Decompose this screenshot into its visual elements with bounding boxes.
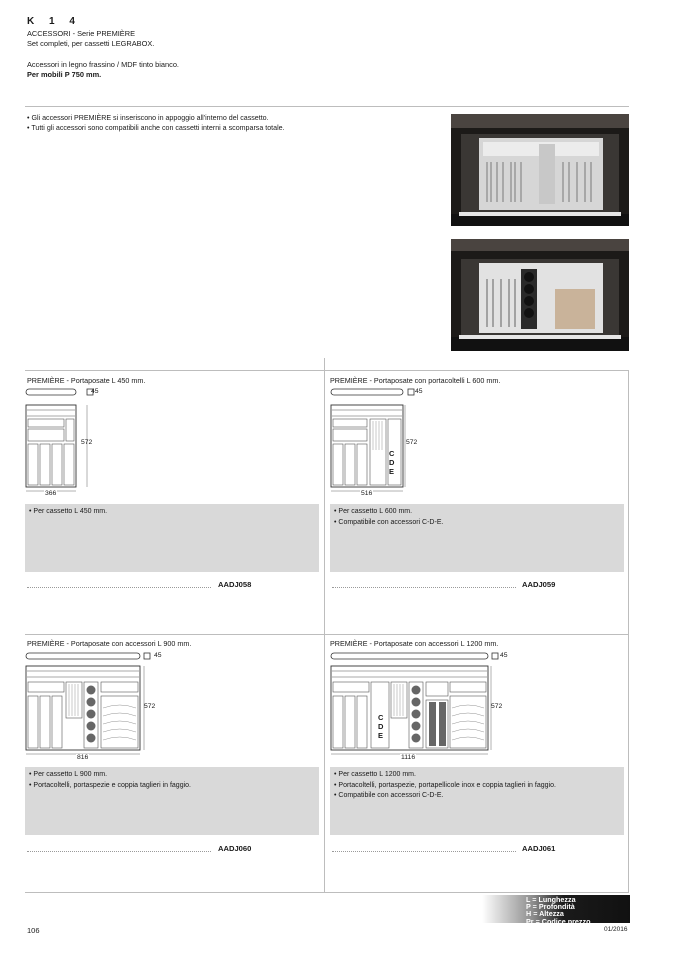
cde-c: C: [378, 713, 384, 722]
bullet-1: • Gli accessori PREMIÈRE si inseriscono in appoggio all'interno del cassetto.: [27, 114, 269, 122]
depth-dimension: 572: [144, 703, 156, 710]
legend-item: Pr = Codice prezzo: [526, 916, 591, 926]
leader-dots: [27, 587, 211, 588]
depth-dimension: 572: [406, 439, 418, 446]
note-line: • Portacoltelli, portaspezie e coppia taglieri in faggio.: [29, 781, 191, 789]
grid-line-right: [628, 370, 629, 893]
section-code: K 1 4: [27, 16, 81, 27]
header-line-2: Set completi, per cassetti LEGRABOX.: [27, 39, 155, 48]
width-dimension: 366: [45, 490, 57, 497]
cde-e: E: [389, 467, 395, 476]
notes-box: [25, 504, 319, 572]
note-line: • Portacoltelli, portaspezie, portapellicole inox e coppia taglieri in faggio.: [334, 781, 556, 789]
product-title: PREMIÈRE - Portaposate L 450 mm.: [27, 376, 146, 385]
top-divider: [25, 106, 629, 107]
height-dimension: 45: [91, 388, 99, 395]
notes-box: [330, 504, 624, 572]
note-line: • Per cassetto L 1200 mm.: [334, 771, 416, 778]
page-number: 106: [27, 926, 40, 935]
header-line-3: Accessori in legno frassino / MDF tinto bianco.: [27, 60, 179, 69]
header-line-1: ACCESSORI - Serie PREMIÈRE: [27, 29, 136, 38]
notes-box: [330, 767, 624, 835]
width-dimension: 1116: [401, 754, 416, 761]
product-title: PREMIÈRE - Portaposate con accessori L 1200 mm.: [330, 639, 499, 648]
note-line: • Per cassetto L 600 mm.: [334, 508, 413, 515]
product-code: AADJ058: [218, 580, 252, 589]
cde-label: [389, 449, 394, 476]
cde-d: D: [378, 722, 384, 731]
legend-item: P = Profondità: [526, 902, 575, 912]
depth-dimension: 572: [491, 703, 503, 710]
grid-line-center: [324, 358, 325, 893]
product-drawing: [330, 652, 505, 762]
product-code: AADJ060: [218, 844, 252, 853]
height-dimension: 45: [154, 652, 162, 659]
edition-date: 01/2016: [604, 926, 628, 933]
grid-line-middle: [25, 634, 629, 635]
cde-c: C: [389, 449, 395, 458]
height-dimension: 45: [415, 388, 423, 395]
legend-box: [482, 895, 630, 926]
cde-e: E: [378, 731, 384, 740]
cde-d: D: [389, 458, 395, 467]
note-line: • Per cassetto L 900 mm.: [29, 771, 108, 778]
notes-box: [25, 767, 319, 835]
height-dimension: 45: [500, 652, 508, 659]
product-code: AADJ059: [522, 580, 556, 589]
legend-item: L = Lunghezza: [526, 895, 576, 904]
depth-dimension: 572: [81, 439, 93, 446]
product-title: PREMIÈRE - Portaposate con portacoltelli L 600 mm.: [330, 376, 501, 385]
product-drawing: [25, 388, 105, 498]
grid-line-top: [25, 370, 629, 371]
header-line-4: Per mobili P 750 mm.: [27, 70, 102, 79]
product-code: AADJ061: [522, 844, 556, 853]
width-dimension: 516: [361, 490, 373, 497]
leader-dots: [27, 851, 211, 852]
cde-label: [378, 713, 383, 740]
bullet-2: • Tutti gli accessori sono compatibili anche con cassetti interni a scomparsa totale.: [27, 124, 285, 132]
drawer-photo-2: [451, 239, 629, 351]
leader-dots: [332, 851, 516, 852]
note-line: • Compatibile con accessori C-D-E.: [334, 792, 444, 799]
legend-item: H = Altezza: [526, 909, 564, 919]
width-dimension: 816: [77, 754, 89, 761]
leader-dots: [332, 587, 516, 588]
grid-line-bottom: [25, 892, 629, 893]
drawer-photo-1: [451, 114, 629, 226]
product-title: PREMIÈRE - Portaposate con accessori L 900 mm.: [27, 639, 192, 648]
note-line: • Compatibile con accessori C-D-E.: [334, 518, 444, 526]
note-line: • Per cassetto L 450 mm.: [29, 508, 108, 515]
